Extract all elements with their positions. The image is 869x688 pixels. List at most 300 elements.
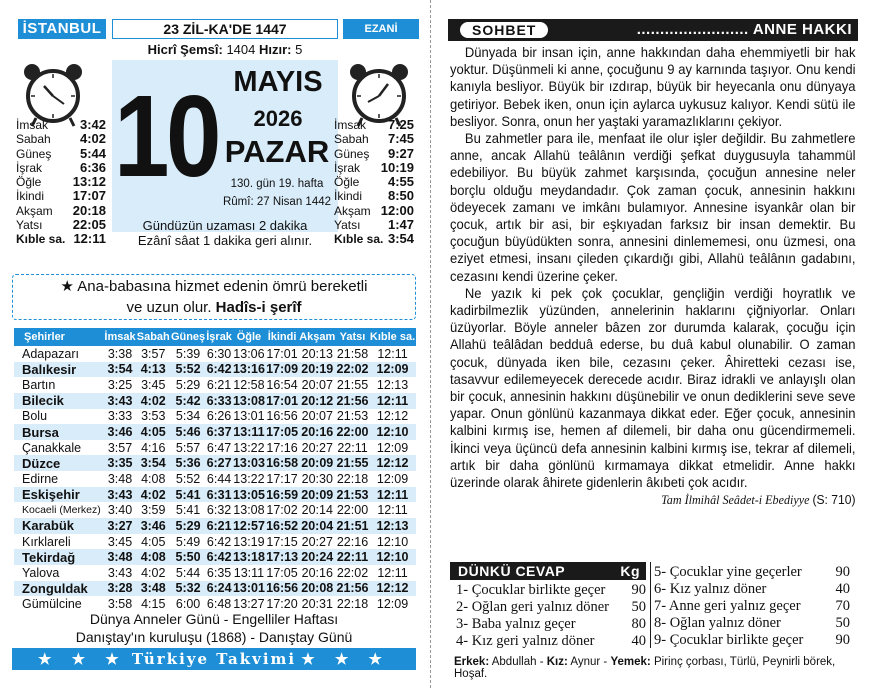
table-cell: 5:41 (175, 503, 201, 518)
prayer-time-row (334, 118, 414, 132)
answer-step-label: 3- Baba yalnız geçer (456, 616, 576, 632)
table-cell: 5:49 (175, 534, 201, 549)
prayer-time: 20:18 (72, 202, 106, 218)
table-row (14, 346, 416, 362)
prayer-time-row (334, 204, 414, 218)
answer-step (456, 599, 646, 616)
table-row (14, 455, 416, 471)
table-cell: 20:09 (299, 455, 336, 471)
table-cell: 5:36 (170, 455, 205, 471)
prayer-name: İkindi (334, 189, 363, 204)
column-header: İmsak (104, 328, 136, 346)
table-cell: 5:41 (170, 487, 205, 503)
answer-step-weight: 70 (835, 598, 850, 614)
table-cell: 6:44 (206, 471, 232, 486)
calendar-page-left (8, 16, 416, 678)
hijri-shamsi-info: Hicrî Şemsî: 1404 Hızır: 5 (147, 42, 303, 57)
prayer-time-row (16, 175, 106, 189)
city-name: Gümülcine (22, 597, 82, 612)
table-cell: 13:18 (232, 550, 265, 565)
table-row (14, 377, 416, 393)
table-cell: 4:16 (141, 440, 166, 455)
answer-step-label: 1- Çocuklar birlikte geçer (456, 582, 606, 598)
answer-step (456, 633, 646, 650)
table-row (14, 502, 416, 518)
prayer-time-row (16, 218, 106, 232)
table-cell: 22:00 (336, 503, 369, 518)
prayer-time-row (334, 147, 414, 161)
table-cell: 21:56 (336, 393, 369, 408)
table-cell: 13:11 (233, 565, 265, 580)
weekday: PAZAR (224, 134, 330, 169)
table-cell: 3:57 (141, 346, 166, 361)
answer-step-label: 4- Kız geri yalnız döner (456, 633, 595, 649)
table-cell: 22:11 (337, 440, 368, 455)
table-cell: 20:16 (299, 424, 336, 440)
table-cell: 20:08 (299, 581, 336, 597)
table-cell: 21:55 (336, 378, 369, 393)
table-cell: 20:31 (301, 597, 333, 612)
table-cell: 12:12 (376, 409, 409, 424)
table-cell: 5:29 (170, 518, 205, 534)
date-panel (112, 60, 338, 232)
table-cell: 12:11 (377, 503, 408, 518)
table-cell: 6:42 (206, 550, 232, 565)
table-cell: 3:25 (107, 378, 133, 393)
column-header: Öğle (232, 328, 265, 346)
answer-step-label: 5- Çocuklar yine geçerler (654, 564, 802, 580)
table-cell: 12:09 (376, 597, 409, 612)
table-cell: 12:10 (369, 424, 416, 440)
table-cell: 20:30 (301, 471, 333, 486)
prayer-name: Güneş (334, 146, 370, 161)
table-cell: 12:09 (376, 471, 409, 486)
city-name: Bursa (14, 424, 104, 440)
table-cell: 17:01 (266, 346, 298, 361)
table-cell: 3:33 (107, 409, 133, 424)
day-of-year: 130. gün 19. hafta (230, 178, 324, 190)
answer-step-weight: 50 (631, 599, 646, 615)
table-cell: 3:43 (107, 565, 133, 580)
answer-step-label: 7- Anne geri yalnız geçer (654, 598, 801, 614)
prayer-times-standard (16, 118, 106, 247)
table-cell: 17:16 (266, 440, 298, 455)
table-cell: 6:33 (206, 393, 232, 408)
table-cell: 5:57 (175, 440, 201, 455)
table-cell: 3:43 (104, 487, 136, 503)
table-cell: 12:12 (369, 581, 416, 597)
table-cell: 16:56 (266, 409, 298, 424)
table-cell: 21:56 (336, 581, 369, 596)
table-row (14, 362, 416, 378)
table-cell: 13:22 (233, 471, 265, 486)
city-name: Zonguldak (14, 581, 104, 597)
hadith-line: ve uzun olur. Hadîs-i şerîf (126, 299, 302, 316)
table-cell: 17:05 (266, 565, 298, 580)
article-title: ........................ ANNE HAKKI (636, 21, 852, 38)
table-cell: 16:54 (266, 378, 298, 393)
table-cell: 13:22 (233, 440, 265, 455)
table-cell: 3:43 (104, 393, 136, 409)
prayer-time: 12:11 (73, 231, 106, 247)
answer-step (654, 564, 850, 581)
table-cell: 17:17 (266, 471, 298, 486)
prayer-time-row (334, 232, 414, 246)
table-cell: 20:27 (301, 440, 333, 455)
answer-step-weight: 40 (631, 633, 646, 649)
table-cell: 6:31 (206, 487, 232, 502)
column-header: Güneş (170, 328, 205, 346)
table-cell: 3:46 (104, 424, 136, 440)
prayer-time: 22:05 (72, 217, 106, 233)
column-header: Sabah (136, 328, 170, 346)
table-cell: 5:52 (170, 362, 205, 378)
table-row (14, 487, 416, 503)
article-paragraph: Dünyada bir insan için, anne hakkından daha ehemmiyetli bir hak yoktur. Düşünmeli ki anne, çocuğunu 9 ay karnında taşıyor. Onu kendi kanıyla besliyor. Büyük bir ızdırap, büyük bir heyecanla onu dünyaya getiriyor. Bebek iken, onun için aylarca uykusuz kalıyor. Kendi sütü ile besliyor. Sonra, onun her yaştaki yaramazlıklarını çekiyor. (450, 44, 856, 129)
prayer-name: İşrak (334, 160, 361, 175)
day-events: Dünya Anneler Günü - Engelliler Haftası Danıştay'ın kuruluşu (1868) - Danıştay Günü (75, 611, 353, 645)
table-cell: 12:10 (376, 534, 409, 549)
hadith-source: Hadîs-i şerîf (215, 299, 302, 316)
table-cell: 5:32 (170, 581, 205, 597)
table-row (14, 534, 416, 550)
table-row (14, 565, 416, 581)
table-cell: 6:30 (206, 346, 232, 361)
answer-step (456, 616, 646, 633)
table-cell: 12:09 (369, 362, 416, 378)
names-and-menu: Erkek: Abdullah - Kız: Aynur - Yemek: Pirinç çorbası, Türlü, Peynirli börek, Hoşaf. (454, 656, 836, 680)
table-cell: 17:01 (266, 393, 299, 408)
table-cell: 5:39 (175, 346, 201, 361)
table-cell: 6:00 (175, 597, 201, 612)
city-name: Karabük (14, 518, 104, 534)
table-cell: 21:53 (336, 409, 369, 424)
article-header (448, 19, 858, 41)
prayer-time-row (16, 189, 106, 203)
table-cell: 4:13 (136, 362, 170, 378)
prayer-time: 17:07 (72, 188, 106, 204)
table-cell: 22:02 (336, 565, 369, 580)
prayer-name: Yatsı (334, 218, 361, 233)
table-cell: 12:11 (377, 346, 408, 361)
table-cell: 6:35 (206, 565, 232, 580)
table-row (14, 393, 416, 409)
table-row (14, 409, 416, 425)
table-cell: 4:02 (136, 487, 170, 503)
table-cell: 12:09 (376, 440, 409, 455)
city-name: Düzce (14, 455, 104, 471)
prayer-time-row (334, 175, 414, 189)
city-prayer-table (14, 328, 416, 612)
table-cell: 20:19 (299, 362, 336, 378)
table-cell: 3:58 (107, 597, 133, 612)
table-cell: 3:46 (136, 518, 170, 534)
table-cell: 4:02 (136, 393, 170, 409)
footer-brand-bar: ★ ★ ★ Türkiye Takvimi ★ ★ ★ (12, 648, 416, 670)
table-cell: 3:28 (104, 581, 136, 597)
table-cell: 17:05 (266, 425, 299, 440)
table-cell: 6:21 (206, 518, 232, 533)
prayer-time: 7:45 (387, 131, 414, 147)
table-cell: 13:27 (233, 597, 265, 612)
column-header: Kıble sa. (369, 328, 416, 346)
city-name: Edirne (22, 471, 59, 486)
table-cell: 20:27 (301, 534, 333, 549)
prayer-name: İkindi (16, 189, 45, 204)
rumi-date: Rûmî: 27 Nisan 1442 (222, 196, 332, 208)
column-header: İkindi (266, 328, 299, 346)
prayer-name: Öğle (16, 175, 42, 190)
table-cell: 5:42 (170, 393, 205, 409)
table-cell: 6:42 (206, 362, 232, 377)
table-cell: 12:58 (233, 378, 265, 393)
answer-step-weight: 90 (835, 632, 850, 648)
city-name: Kocaeli (Merkez) (22, 504, 101, 517)
city-name: Tekirdağ (14, 549, 104, 565)
table-cell: 16:52 (266, 518, 299, 533)
prayer-time-row (16, 232, 106, 246)
city-name: Çanakkale (22, 440, 82, 455)
table-cell: 13:08 (232, 393, 265, 408)
prayer-time: 5:44 (79, 145, 106, 161)
daylight-note: Gündüzün uzaması 2 dakika Ezânî sâat 1 dakika geri alınır. (137, 218, 313, 248)
table-cell: 6:37 (206, 425, 232, 440)
table-cell: 5:44 (175, 565, 201, 580)
table-cell: 5:29 (175, 378, 201, 393)
prayer-time: 4:55 (387, 174, 414, 190)
brand-name: Türkiye Takvimi (131, 650, 297, 668)
section-tag: SOHBET (460, 22, 548, 38)
city-name: Adapazarı (22, 346, 79, 361)
column-header: Yatsı (336, 328, 369, 346)
table-cell: 12:10 (369, 549, 416, 565)
answer-step (654, 598, 850, 615)
answer-step-weight: 50 (835, 615, 850, 631)
prayer-name: Sabah (334, 132, 369, 147)
table-cell: 3:45 (107, 534, 133, 549)
answer-step (654, 632, 850, 649)
answer-steps-left (456, 582, 646, 650)
city-name: Bartın (22, 378, 56, 393)
column-header: Akşam (299, 328, 336, 346)
table-cell: 5:34 (175, 409, 201, 424)
answer-step-weight: 90 (631, 582, 646, 598)
table-cell: 3:35 (104, 455, 136, 471)
table-cell: 13:19 (233, 534, 265, 549)
table-cell: 22:18 (336, 597, 369, 612)
table-cell: 3:45 (141, 378, 166, 393)
prayer-time: 1:47 (387, 217, 414, 233)
article-source: Tam İlmihâl Seâdet-i Ebediyye (S: 710) (661, 492, 856, 508)
table-cell: 13:08 (233, 503, 265, 518)
answer-step (654, 581, 850, 598)
table-cell: 16:56 (266, 581, 299, 596)
city-name: Yalova (22, 565, 60, 580)
table-cell: 3:48 (104, 549, 136, 565)
table-cell: 6:32 (206, 503, 232, 518)
table-cell: 4:05 (136, 424, 170, 440)
table-cell: 20:07 (301, 378, 333, 393)
hijri-date: 23 ZİL-KA'DE 1447 (112, 19, 338, 39)
prayer-name: İmsak (16, 118, 49, 132)
prayer-time-row (334, 132, 414, 146)
prayer-time-row (16, 147, 106, 161)
table-cell: 6:26 (206, 409, 232, 424)
table-cell: 6:48 (206, 597, 232, 612)
table-cell: 6:27 (206, 456, 232, 471)
puzzle-answer (450, 562, 858, 648)
table-cell: 6:21 (206, 378, 232, 393)
table-row (14, 471, 416, 487)
answer-step-label: 2- Oğlan geri yalnız döner (456, 599, 610, 615)
prayer-name: İşrak (16, 160, 43, 175)
table-cell: 20:14 (301, 503, 333, 518)
table-cell: 16:59 (266, 487, 299, 502)
table-cell: 17:15 (266, 534, 298, 549)
table-cell: 3:48 (136, 581, 170, 597)
prayer-times-ezani (334, 118, 414, 247)
prayer-name: İmsak (334, 118, 367, 132)
prayer-time-row (16, 161, 106, 175)
table-cell: 12:11 (369, 487, 416, 503)
calendar-page-right (448, 16, 858, 678)
table-cell: 12:11 (369, 393, 416, 409)
table-cell: 13:16 (232, 362, 265, 377)
answer-step (654, 615, 850, 632)
table-cell: 6:24 (206, 581, 232, 596)
city-name: Bolu (22, 409, 48, 424)
table-cell: 20:13 (301, 346, 333, 361)
table-cell: 3:53 (141, 409, 166, 424)
table-cell: 16:58 (266, 456, 299, 471)
ezani-label: EZANİ (MAHALLİ) (343, 19, 419, 39)
prayer-time-row (334, 189, 414, 203)
prayer-time-row (16, 132, 106, 146)
table-cell: 5:52 (175, 471, 201, 486)
prayer-name: Akşam (16, 203, 53, 218)
column-header: İşrak (206, 328, 233, 346)
table-cell: 3:40 (107, 503, 133, 518)
table-cell: 20:09 (299, 487, 336, 503)
table-cell: 12:11 (377, 565, 408, 580)
table-cell: 3:54 (104, 362, 136, 378)
table-cell: 4:08 (141, 471, 166, 486)
month-name: MAYIS (233, 66, 323, 98)
table-row (14, 440, 416, 456)
city-label: İSTANBUL (18, 19, 106, 39)
prayer-name: Sabah (16, 132, 51, 147)
prayer-name: Akşam (334, 203, 371, 218)
prayer-time: 10:19 (380, 159, 414, 175)
table-cell: 13:03 (232, 456, 265, 471)
table-cell: 5:50 (170, 549, 205, 565)
table-cell: 17:20 (266, 597, 298, 612)
answer-heading: DÜNKÜ CEVAP Kg (450, 562, 646, 580)
prayer-name: Yatsı (16, 218, 43, 233)
table-cell: 3:48 (107, 471, 133, 486)
day-number: 10 (114, 71, 219, 201)
table-cell: 22:16 (336, 534, 369, 549)
answer-steps-right (654, 564, 850, 649)
table-cell: 3:57 (107, 440, 133, 455)
answer-step-weight: 40 (835, 581, 850, 597)
hadith-box (12, 274, 416, 320)
table-cell: 22:18 (336, 471, 369, 486)
table-cell: 3:27 (104, 518, 136, 534)
city-name: Eskişehir (14, 487, 104, 503)
table-cell: 22:00 (336, 425, 369, 440)
table-cell: 6:42 (206, 534, 232, 549)
table-cell: 13:06 (233, 346, 265, 361)
answer-step-label: 9- Çocuklar birlikte geçer (654, 632, 804, 648)
table-cell: 20:07 (301, 409, 333, 424)
table-cell: 20:24 (299, 549, 336, 565)
table-cell: 4:15 (141, 597, 166, 612)
table-cell: 3:54 (136, 455, 170, 471)
answer-step-label: 6- Kız yalnız döner (654, 581, 767, 597)
table-cell: 17:13 (266, 550, 299, 565)
table-cell: 20:04 (299, 518, 336, 534)
table-cell: 21:53 (336, 487, 369, 502)
prayer-name: Kıble sa. (16, 232, 66, 247)
table-cell: 3:59 (141, 503, 166, 518)
table-cell: 3:38 (107, 346, 133, 361)
table-cell: 6:47 (206, 440, 232, 455)
table-cell: 13:01 (233, 409, 265, 424)
prayer-name: Güneş (16, 146, 52, 161)
table-cell: 13:05 (232, 487, 265, 502)
table-row (14, 581, 416, 597)
prayer-time: 3:42 (79, 117, 106, 132)
hadith-line: ★ Ana-babasına hizmet edenin ömrü bereketli (60, 278, 368, 295)
prayer-time-row (334, 161, 414, 175)
answer-step-weight: 90 (835, 564, 850, 580)
table-cell: 22:11 (336, 550, 369, 565)
table-cell: 12:57 (232, 518, 265, 533)
prayer-time-row (16, 204, 106, 218)
answer-step (456, 582, 646, 599)
table-cell: 4:02 (141, 565, 166, 580)
table-cell: 4:08 (136, 549, 170, 565)
table-cell: 5:46 (170, 424, 205, 440)
table-cell: 20:12 (299, 393, 336, 409)
table-cell: 20:16 (301, 565, 333, 580)
table-cell: 17:02 (266, 503, 298, 518)
table-row (14, 518, 416, 534)
answer-step-label: 8- Oğlan yalnız döner (654, 615, 781, 631)
article-paragraph: Ne yazık ki pek çok çocuklar, gençliğin verdiği hoyratlık ve kadirbilmezlik yüzünden, annelerinin haklarını çiğniyorlar. Onları üzüyorlar. Böyle anneler bâzen zor durumda kalarak, çocuğu için Allahü teâlâdan bedduâ ederse, bu duâ kabul olunabilir. O zaman çocuk, dünyada iken bile, cezasını çeker. Âhiretteki cezası ise, tasavvur edilemeyecek derecede acıdır. Biraz idrakli ve anlayışlı olan bir çocuk, annesinin hakkını düşünebilir ve onun dediklerini seve seve yapar. Onun gönlünü kazanmaya dikkat eder. Eğer çocuk, annesinin kalbini kırmış ise, hemen af dilemeli, bir daha onu gücendirmemeli. İkinci veya üçüncü defa annesinin kalbini kırmış ise, tekrar af dilemeli, artık bir daha gönlünü kırmamaya dikkat etmelidir. Anne hakkı üzerinde olarak âhirete gidenlerin âkıbeti çok acıdır. Tam İlmihâl Seâdet-i Ebediyye (S: 710) (450, 284, 856, 508)
prayer-time: 6:36 (79, 159, 106, 175)
city-name: Kırklareli (22, 534, 71, 549)
prayer-time: 9:27 (387, 145, 414, 161)
table-cell: 12:12 (369, 455, 416, 471)
year: 2026 (253, 106, 303, 131)
prayer-time: 4:02 (79, 131, 106, 147)
prayer-time-row (16, 118, 106, 132)
city-name: Balıkesir (14, 362, 104, 378)
prayer-time: 3:54 (387, 231, 414, 247)
table-cell: 21:55 (336, 456, 369, 471)
prayer-time-row (334, 218, 414, 232)
prayer-time: 13:12 (72, 174, 106, 190)
answer-step-weight: 80 (631, 616, 646, 632)
prayer-time: 12:00 (380, 202, 414, 218)
table-row (14, 549, 416, 565)
column-header: Şehirler (14, 328, 104, 346)
article-paragraph: Bu zahmetler para ile, menfaat ile olur işler değildir. Bu zahmetlere anne, ancak Allahü teâlânın verdiği şefkat duygusuyla tahammül edebiliyor. Bu büyük zahmet karşısında, çocuğun annesine neler borçlu olduğu meydandadır. Çok zaman çocuk, annesinin hakkını ödeyecek zamanı ve imkânı bulamıyor. Annesine isyankâr olan bir çocuk, artık bir asi, bir eşkıyadan farksız bir insan demektir. Bu çocuğun büyüdükten sonra, annesini dinlememesi, onu üzmesi, ona eziyet etmesi, insanı çileden çıkardığı gibi, Allahü teâlânın gadabını, cezasını kendi üzerine çeker. (450, 130, 856, 284)
prayer-time: 7:25 (387, 117, 414, 132)
table-cell: 13:11 (233, 425, 265, 440)
